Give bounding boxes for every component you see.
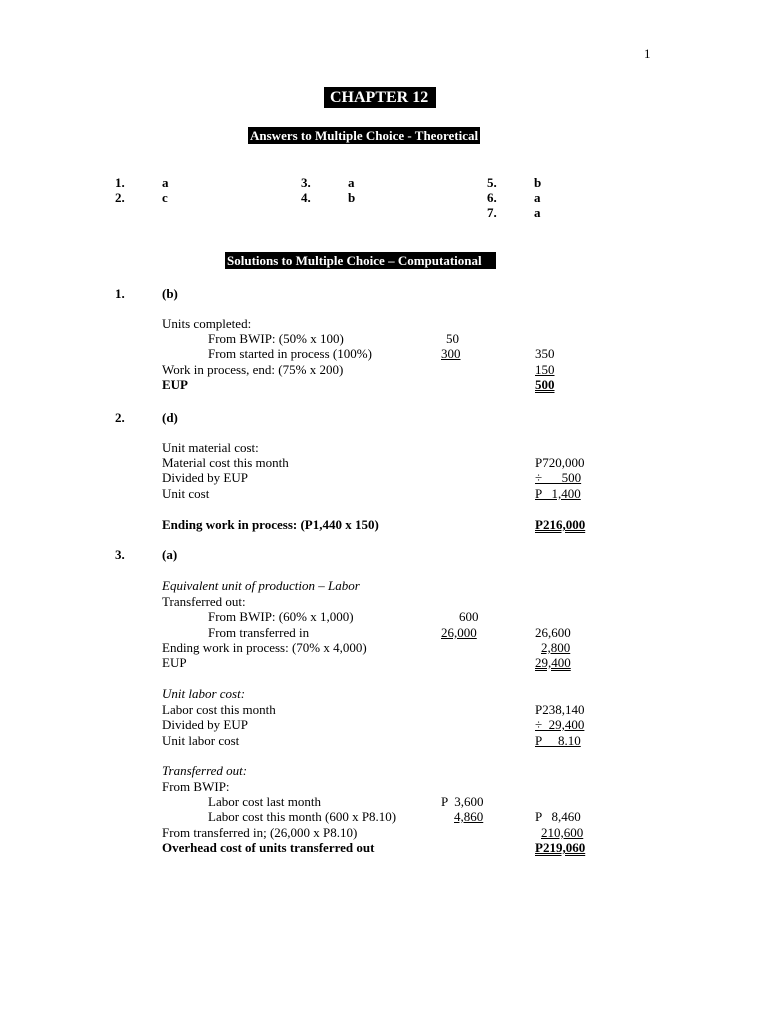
line-value-total: P 8,460 [535,809,581,824]
theoretical-heading: Answers to Multiple Choice - Theoretical [250,128,479,143]
solution-answer: (d) [162,410,178,425]
answer-letter: a [534,205,541,220]
answer-number: 5. [487,175,497,190]
line-label: EUP [162,377,188,392]
line-label: Labor cost this month [162,702,276,717]
line-label: Material cost this month [162,455,289,470]
line-value-total: P720,000 [535,455,585,470]
answer-letter: b [348,190,356,205]
line-value-total: 500 [535,377,555,392]
answer-letter: c [162,190,168,205]
line-value-total: ÷ 500 [535,470,582,485]
line-value-sub: 600 [459,609,479,624]
line-label: Ending work in process: (P1,440 x 150) [162,517,379,532]
solution-answer: (a) [162,547,178,562]
line-label: From BWIP: (60% x 1,000) [208,609,354,624]
answer-letter: a [534,190,541,205]
line-label: From started in process (100%) [208,346,372,361]
line-label: Units completed: [162,316,252,331]
chapter-title: CHAPTER 12 [324,87,436,108]
line-value-total: P238,140 [535,702,585,717]
line-label: From transferred in [208,625,310,640]
answer-number: 4. [301,190,311,205]
line-value-total: ÷ 29,400 [535,717,585,732]
line-label: Divided by EUP [162,717,248,732]
solution-number: 3. [115,547,125,562]
line-label: Work in process, end: (75% x 200) [162,362,344,377]
line-value-total: 210,600 [541,825,584,840]
line-value-sub: 50 [446,331,459,346]
line-label: Unit labor cost [162,733,240,748]
section-caption: Transferred out: [162,763,248,778]
line-value-total: 150 [535,362,555,377]
line-value-total: 29,400 [535,655,571,670]
solution-number: 2. [115,410,125,425]
answer-letter: a [348,175,355,190]
line-label: Transferred out: [162,594,246,609]
line-label: EUP [162,655,187,670]
answer-number: 2. [115,190,125,205]
line-value-total: P219,060 [535,840,586,855]
line-label: From BWIP: [162,779,230,794]
section-caption: Unit labor cost: [162,686,246,701]
line-value-total: P 1,400 [535,486,581,501]
line-value-total: 350 [535,346,555,361]
computational-heading: Solutions to Multiple Choice – Computational [225,252,496,269]
line-value-sub: 4,860 [454,809,484,824]
line-value-sub: 26,000 [441,625,477,640]
answer-letter: a [162,175,169,190]
section-caption: Equivalent unit of production – Labor [162,578,360,593]
page-number: 1 [644,46,651,61]
answer-number: 3. [301,175,311,190]
line-value-total: 26,600 [535,625,571,640]
line-value-total: 2,800 [541,640,571,655]
line-value-total: P216,000 [535,517,586,532]
line-label: Ending work in process: (70% x 4,000) [162,640,367,655]
line-value-sub: P 3,600 [441,794,484,809]
line-label: Labor cost last month [208,794,322,809]
line-label: From BWIP: (50% x 100) [208,331,344,346]
line-label: Unit material cost: [162,440,259,455]
line-label: Unit cost [162,486,210,501]
line-label: Overhead cost of units transferred out [162,840,375,855]
answer-number: 7. [487,205,497,220]
solution-number: 1. [115,286,125,301]
line-value-total: P 8.10 [535,733,581,748]
answer-number: 6. [487,190,497,205]
line-label: From transferred in; (26,000 x P8.10) [162,825,358,840]
line-value-sub: 300 [441,346,461,361]
line-label: Divided by EUP [162,470,248,485]
answer-letter: b [534,175,542,190]
answer-number: 1. [115,175,125,190]
solution-answer: (b) [162,286,178,301]
line-label: Labor cost this month (600 x P8.10) [208,809,397,824]
